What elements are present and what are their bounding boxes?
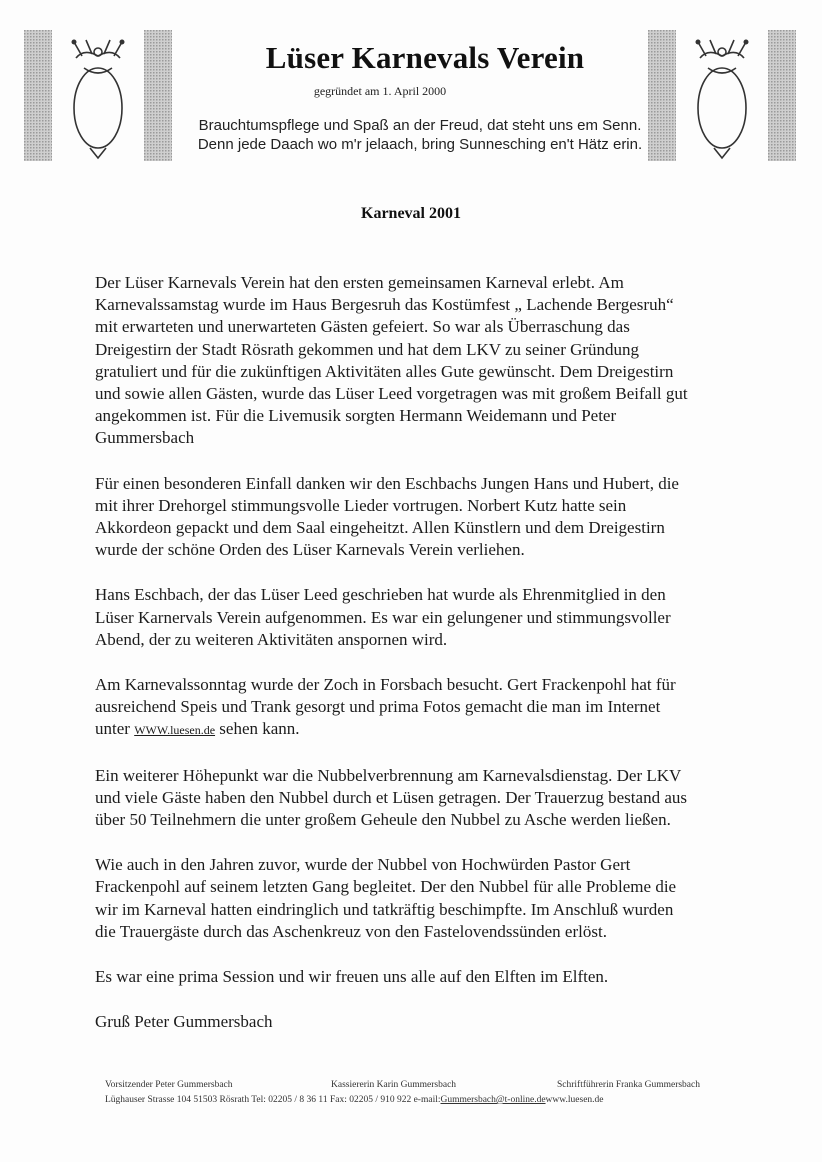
founded-date: gegründet am 1. April 2000 bbox=[313, 84, 447, 98]
text-line: Ein weiterer Höhepunkt war die Nubbelverbrennung am Karnevalsdienstag. Der LKV bbox=[95, 765, 682, 785]
text-line: Dreigestirn der Stadt Rösrath gekommen und hat dem LKV zu seiner Gründung bbox=[95, 339, 640, 359]
text-line: Am Karnevalssonntag wurde der Zoch in Forsbach besucht. Gert Frackenpohl hat für bbox=[95, 675, 676, 695]
paragraph bbox=[95, 966, 785, 988]
footer-officers bbox=[105, 1078, 745, 1093]
chair-name: Vorsitzender Peter Gummersbach bbox=[105, 1080, 233, 1090]
paragraph bbox=[95, 272, 785, 450]
text-line: Gummersbach bbox=[95, 428, 195, 448]
text-line: und sowie allen Gästen, wurde das Lüser Leed vorgetragen was mit großem Beifall gut bbox=[95, 384, 688, 404]
text-line bbox=[95, 718, 785, 741]
club-title: Lüser Karnevals Verein bbox=[265, 40, 585, 75]
website-text[interactable]: www.luesen.de bbox=[545, 1095, 604, 1105]
text-line: Frackenpohl auf seinem letzten Gang begleitet. Der den Nubbel für alle Probleme die bbox=[95, 877, 677, 897]
motto-line: Denn jede Daach wo m'r jelaach, bring Sunnesching en't Hätz erin. bbox=[197, 136, 643, 153]
text-line: Abend, der zu weiteren Aktivitäten anspornen wird. bbox=[95, 629, 448, 649]
letter-body bbox=[95, 272, 785, 1056]
text-line: mit ihrer Drehorgel stimmungsvolle Lieder vortrugen. Norbert Kutz hatte sein bbox=[95, 495, 627, 515]
paragraph bbox=[95, 854, 785, 943]
text-line: Akkordeon gepackt und dem Saal eingeheitzt. Allen Künstlern und dem Dreigestirn bbox=[95, 518, 665, 538]
text-line: ausreichend Speis und Trank gesorgt und prima Fotos gemacht die man im Internet bbox=[95, 697, 661, 717]
signature-line: Gruß Peter Gummersbach bbox=[95, 1012, 273, 1032]
paragraph bbox=[95, 674, 785, 742]
treasurer-name: Kassiererin Karin Gummersbach bbox=[331, 1080, 457, 1090]
text-line: Wie auch in den Jahren zuvor, wurde der Nubbel von Hochwürden Pastor Gert bbox=[95, 855, 631, 875]
text-line: und viele Gäste haben den Nubbel durch et Lüsen getragen. Der Trauerzug bestand aus bbox=[95, 787, 687, 807]
document-heading: Karneval 2001 bbox=[361, 205, 461, 222]
greeting bbox=[95, 1011, 785, 1033]
text-line: die Trauergäste durch das Aschenkreuz von den Fastelovendssünden erlöst. bbox=[95, 921, 607, 941]
secretary-name: Schriftführerin Franka Gummersbach bbox=[557, 1080, 700, 1090]
paragraph bbox=[95, 765, 785, 832]
club-motto bbox=[160, 116, 680, 154]
text-line: Hans Eschbach, der das Lüser Leed geschrieben hat wurde als Ehrenmitglied in den bbox=[95, 585, 666, 605]
text-line: Der Lüser Karnevals Verein hat den ersten gemeinsamen Karneval erlebt. Am bbox=[95, 273, 624, 292]
email-link[interactable]: Gummersbach@t-online.de bbox=[440, 1095, 546, 1105]
text-line: über 50 Teilnehmern die unter großem Geheule den Nubbel zu Asche werden ließen. bbox=[95, 810, 671, 830]
left-jester-panel bbox=[24, 30, 172, 161]
text-fragment: unter bbox=[95, 719, 135, 739]
text-line: mit erwarteten und unerwarteten Gästen gefeiert. So war als Überraschung das bbox=[95, 317, 630, 337]
letter-footer bbox=[105, 1078, 745, 1108]
text-line: Lüser Karnervals Verein aufgenommen. Es war ein gelungener und stimmungsvoller bbox=[95, 607, 671, 627]
address-text: Lüghauser Strasse 104 51503 Rösrath Tel: 02205 / 8 36 11 Fax: 02205 / 910 922 e-mail: bbox=[105, 1095, 441, 1105]
text-line: Es war eine prima Session und wir freuen uns alle auf den Elften im Elften. bbox=[95, 967, 609, 987]
footer-contact bbox=[105, 1093, 745, 1108]
paragraph bbox=[95, 584, 785, 651]
text-line: Für einen besonderen Einfall danken wir den Eschbachs Jungen Hans und Hubert, die bbox=[95, 473, 679, 493]
website-link[interactable]: WWW.luesen.de bbox=[134, 723, 216, 738]
text-line: wir im Karneval hatten eindringlich und tatkräftig beschimpfte. Im Anschluß wurden bbox=[95, 899, 674, 919]
text-line: Karnevalssamstag wurde im Haus Bergesruh das Kostümfest „ Lachende Bergesruh“ bbox=[95, 295, 674, 315]
jester-figure-icon bbox=[24, 30, 172, 161]
motto-line: Brauchtumspflege und Spaß an der Freud, dat steht uns em Senn. bbox=[198, 117, 642, 134]
paragraph bbox=[95, 473, 785, 562]
text-line: angekommen ist. Für die Livemusik sorgten Hermann Weidemann und Peter bbox=[95, 406, 617, 426]
text-fragment: sehen kann. bbox=[215, 719, 300, 739]
text-line: wurde der schöne Orden des Lüser Karnevals Verein verliehen. bbox=[95, 540, 525, 560]
text-line: gratuliert und für die zukünftigen Aktivitäten alles Gute gewünscht. Dem Dreigestirn bbox=[95, 361, 674, 381]
